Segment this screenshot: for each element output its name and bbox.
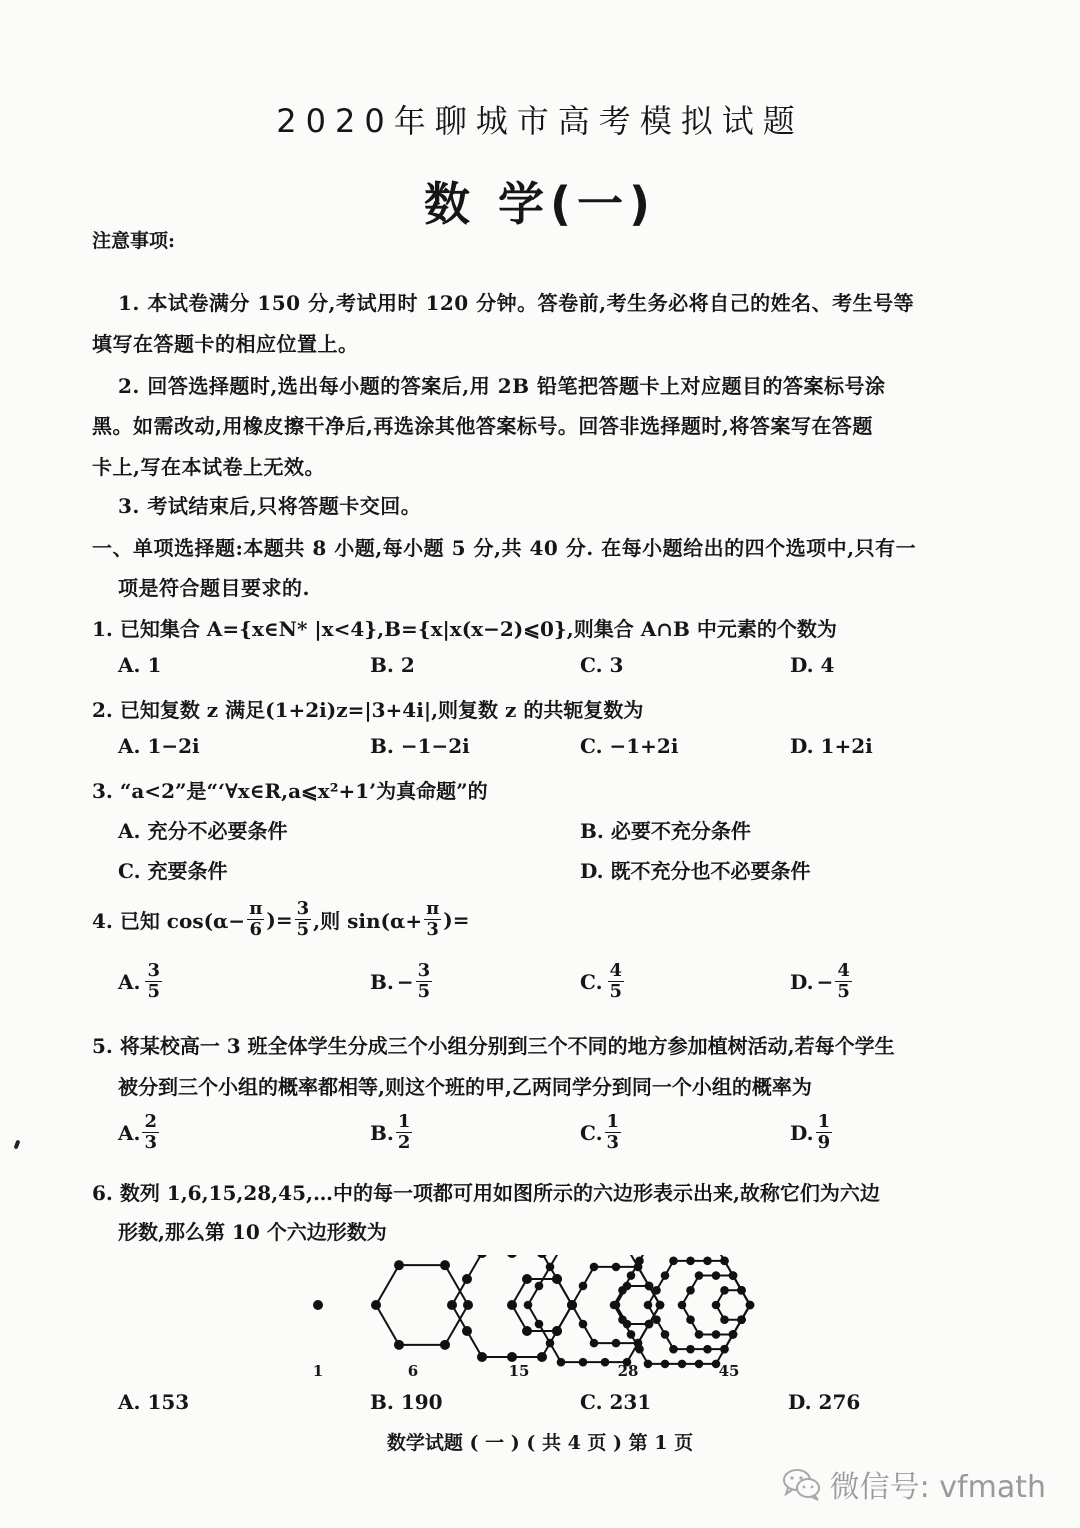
fraction-pi-6: $\frac{\pi}{6}$: [249, 898, 263, 940]
exam-title: 2020年聊城市高考模拟试题: [276, 102, 804, 140]
question-1-option-c: C. 3: [580, 653, 624, 677]
question-1-stem: 1. 已知集合 A={x∈N* |x<4},B={x|x(x−2)⩽0},则集合 A∩B 中元素的个数为: [92, 617, 837, 641]
question-6-stem-cont: 形数,那么第 10 个六边形数为: [118, 1220, 387, 1244]
figure-label: 6: [407, 1362, 419, 1380]
question-2-option-c: C. −1+2i: [580, 734, 679, 758]
question-5-option-a: A. $\frac{2}{3}$: [118, 1111, 158, 1153]
option-fraction: $\frac{2}{3}$: [144, 1111, 158, 1153]
option-fraction: $\frac{1}{9}$: [817, 1111, 831, 1153]
notice-item-2-cont2: 卡上,写在本试卷上无效。: [92, 455, 325, 479]
notice-item-2-cont: 黑。如需改动,用橡皮擦干净后,再选涂其他答案标号。回答非选择题时,将答案写在答题: [92, 414, 873, 438]
fraction-3-5: $\frac{3}{5}$: [296, 898, 310, 940]
question-5-stem: 5. 将某校高一 3 班全体学生分成三个小组分别到三个不同的地方参加植树活动,若每个学生: [92, 1034, 895, 1058]
wechat-icon: [782, 1467, 822, 1501]
question-4-option-c: C. $\frac{4}{5}$: [580, 960, 623, 1002]
option-fraction: $\frac{1}{2}$: [397, 1111, 411, 1153]
question-1-option-b: B. 2: [370, 653, 415, 677]
question-6-option-c: C. 231: [580, 1390, 652, 1414]
question-5-option-b: B. $\frac{1}{2}$: [370, 1111, 411, 1153]
page-footer: 数学试题 ( 一 ) ( 共 4 页 ) 第 1 页: [386, 1432, 694, 1454]
question-4-option-b: B. − $\frac{3}{5}$: [370, 960, 431, 1002]
question-2-option-a: A. 1−2i: [118, 734, 200, 758]
question-4-stem: 4. 已知 cos(α− $\frac{\pi}{6}$ )= $\frac{3}{5}$ ,则 sin(α+ $\frac{\pi}{3}$ )=: [92, 898, 470, 940]
question-6-option-b: B. 190: [370, 1390, 443, 1414]
notice-item-2: 2. 回答选择题时,选出每小题的答案后,用 2B 铅笔把答题卡上对应题目的答案标号涂: [118, 374, 886, 398]
question-5-option-c: C. $\frac{1}{3}$: [580, 1111, 620, 1153]
watermark: [782, 1462, 1046, 1506]
option-fraction: $\frac{3}{5}$: [147, 960, 161, 1002]
question-1-option-d: D. 4: [790, 653, 835, 677]
question-3-option-c: C. 充要条件: [118, 859, 228, 883]
option-fraction: $\frac{4}{5}$: [837, 960, 850, 1002]
question-6-option-d: D. 276: [788, 1390, 861, 1414]
fraction-pi-3: $\frac{\pi}{3}$: [426, 898, 440, 940]
question-5-stem-cont: 被分到三个小组的概率都相等,则这个班的甲,乙两同学分到同一个小组的概率为: [118, 1075, 812, 1099]
question-2-option-d: D. 1+2i: [790, 734, 873, 758]
question-1-option-a: A. 1: [118, 653, 162, 677]
notice-item-1: 1. 本试卷满分 150 分,考试用时 120 分钟。答卷前,考生务必将自己的姓名、考生号等: [118, 291, 915, 315]
question-3-stem: 3. “a<2”是“‘∀x∈R,a⩽x²+1’为真命题”的: [92, 779, 488, 803]
question-4-option-d: D. − $\frac{4}{5}$: [790, 960, 850, 1002]
watermark-text: 微信号: vfmath: [829, 1470, 1046, 1505]
figure-label: 1: [312, 1362, 324, 1380]
figure-label: 15: [508, 1362, 530, 1380]
figure-label: 28: [617, 1362, 639, 1380]
question-4-option-a: A. $\frac{3}{5}$: [118, 960, 161, 1002]
question-3-option-d: D. 既不充分也不必要条件: [580, 859, 811, 883]
option-fraction: $\frac{3}{5}$: [417, 960, 431, 1002]
section-heading-cont: 项是符合题目要求的.: [118, 576, 310, 600]
question-3-option-a: A. 充分不必要条件: [118, 819, 288, 843]
option-fraction: $\frac{4}{5}$: [609, 960, 623, 1002]
figure-label: 45: [718, 1362, 740, 1380]
question-2-option-b: B. −1−2i: [370, 734, 470, 758]
question-3-option-b: B. 必要不充分条件: [580, 819, 751, 843]
exam-subject: 数 学(一): [423, 177, 657, 231]
scan-mark: [14, 1140, 21, 1150]
question-5-option-d: D. $\frac{1}{9}$: [790, 1111, 831, 1153]
option-fraction: $\frac{1}{3}$: [606, 1111, 620, 1153]
notice-item-3: 3. 考试结束后,只将答题卡交回。: [118, 494, 422, 518]
question-2-stem: 2. 已知复数 z 满足(1+2i)z=|3+4i|,则复数 z 的共轭复数为: [92, 698, 644, 722]
notice-item-1-cont: 填写在答题卡的相应位置上。: [92, 332, 359, 356]
question-6-stem: 6. 数列 1,6,15,28,45,…中的每一项都可用如图所示的六边形表示出来,故称它们为六边: [92, 1181, 880, 1205]
notice-heading: 注意事项:: [92, 230, 176, 252]
section-heading: 一、单项选择题:本题共 8 小题,每小题 5 分,共 40 分. 在每小题给出的四个选项中,只有一: [92, 536, 917, 560]
question-6-option-a: A. 153: [118, 1390, 190, 1414]
